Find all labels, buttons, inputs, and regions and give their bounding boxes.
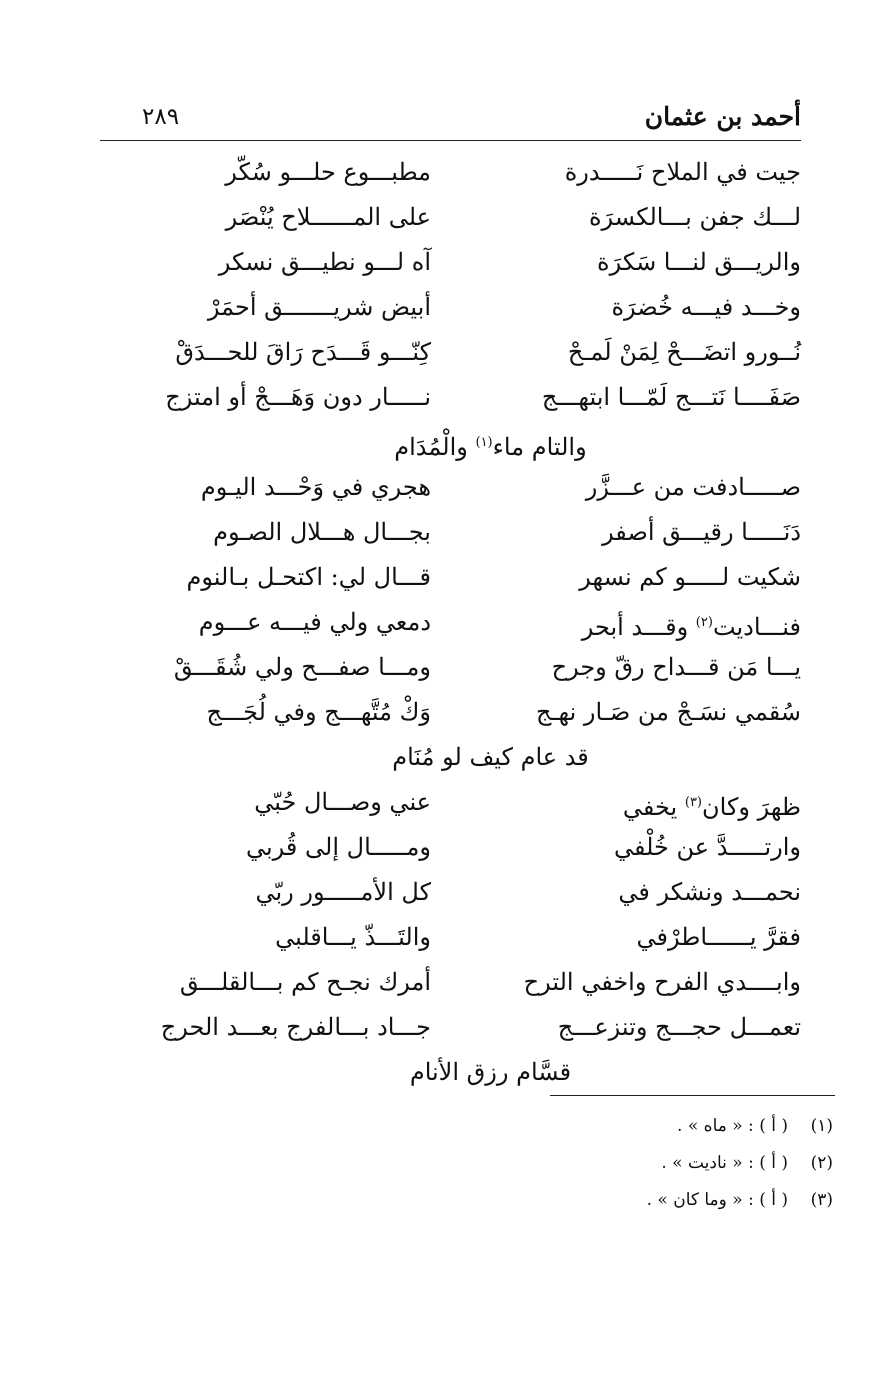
- second-hemistich: وَكْ مُتَّهـــج وفي لُجَـــج: [206, 698, 431, 726]
- second-hemistich: قـــال لي: اكتحـل بـالنوم: [186, 563, 431, 591]
- verse-line: [130, 825, 801, 870]
- second-hemistich: كِنّـــو قَـــدَح رَاقَ للحـــدَقْ: [175, 338, 431, 366]
- verse-line: [130, 780, 801, 825]
- verse-line: [130, 690, 801, 735]
- second-hemistich: والتَـــذّ يـــاقلبي: [275, 923, 431, 951]
- second-hemistich: أبيض شريـــــــق أحمَرْ: [207, 293, 431, 321]
- first-hemistich: [501, 195, 801, 240]
- page-header: [100, 100, 801, 141]
- verse-line: [130, 330, 801, 375]
- first-hemistich-text: وخـــد فيـــه خُضرَة: [611, 293, 801, 321]
- footnote: [533, 1145, 833, 1182]
- first-hemistich-text: سُقمي نسَـجْ من صَـار نهـج: [536, 698, 801, 726]
- footnote-marker: (١): [475, 435, 493, 450]
- second-hemistich: دمعي ولي فيـــه عـــوم: [198, 608, 431, 636]
- first-hemistich-text-after: يخفي: [622, 793, 685, 821]
- verse-line: [130, 150, 801, 195]
- first-hemistich: [501, 600, 801, 650]
- first-hemistich-text: ظهرَ وكان: [702, 793, 801, 821]
- first-hemistich: [501, 780, 801, 830]
- first-hemistich-text: لـــك جفن بـــالكسرَة: [588, 203, 801, 231]
- footnote-separator: [550, 1095, 835, 1096]
- first-hemistich-text: نحمـــد ونشكر في: [618, 878, 801, 906]
- first-hemistich: [501, 870, 801, 915]
- footnotes: [533, 1108, 833, 1219]
- second-hemistich: جـــاد بـــالفرج بعـــد الحرج: [160, 1013, 431, 1041]
- first-hemistich: [501, 555, 801, 600]
- footnote-marker: (٢): [695, 615, 713, 630]
- first-hemistich-text: فنـــاديت: [712, 613, 801, 641]
- footnote-number: (٢): [810, 1153, 833, 1173]
- footnote: [533, 1108, 833, 1145]
- first-hemistich: [501, 510, 801, 555]
- page-number: ٢٨٩: [142, 104, 180, 130]
- verse-line: [130, 870, 801, 915]
- verse-line: [130, 645, 801, 690]
- second-hemistich: هجري في وَحْـــد اليـوم: [200, 473, 431, 501]
- refrain-text: والتام ماء: [492, 433, 587, 461]
- second-hemistich: آه لـــو نطيـــق نسكر: [218, 248, 431, 276]
- first-hemistich-text: يـــا مَن قـــداح رقّ وجرح: [551, 653, 801, 681]
- first-hemistich-text: وابــــدي الفرح واخفي الترح: [523, 968, 801, 996]
- first-hemistich: [501, 375, 801, 420]
- first-hemistich: [501, 285, 801, 330]
- footnote-text: ( أ ) : « وما كان » .: [646, 1190, 788, 1210]
- first-hemistich: [501, 645, 801, 690]
- second-hemistich: بجـــال هـــلال الصـوم: [213, 518, 431, 546]
- running-title: أحمد بن عثمان: [644, 102, 801, 131]
- poem: [130, 150, 801, 1095]
- first-hemistich: [501, 330, 801, 375]
- second-hemistich: على المــــــلاح يُنْصَر: [225, 203, 431, 231]
- second-hemistich: نـــــار دون وَهَـــجْ أو امتزج: [165, 383, 431, 411]
- second-hemistich: ومـــــال إلى قُربي: [246, 833, 431, 861]
- first-hemistich-text: صَفَــــا نَتـــج لَمّـــا ابتهـــج: [541, 383, 801, 411]
- first-hemistich-text: جيت في الملاح نَـــــدرة: [564, 158, 801, 186]
- first-hemistich-text: فقرَّ يــــــاطرْفي: [636, 923, 801, 951]
- second-hemistich: ومـــا صفـــح ولي شُقَـــقْ: [173, 653, 431, 681]
- verse-line: [130, 240, 801, 285]
- footnote: [533, 1182, 833, 1219]
- verse-line: [130, 915, 801, 960]
- refrain-text: قد عام كيف لو مُنَام: [392, 743, 589, 771]
- first-hemistich-text: صـــــادفت من عـــزَّر: [585, 473, 801, 501]
- footnote-number: (٣): [810, 1190, 833, 1210]
- refrain-text-after: والْمُدَام: [394, 433, 476, 461]
- first-hemistich: [501, 915, 801, 960]
- second-hemistich: كل الأمـــــور ربّي: [255, 878, 431, 906]
- refrain-line: [130, 735, 801, 780]
- footnote-marker: (٣): [684, 795, 702, 810]
- first-hemistich-text: والريـــق لنـــا سَكرَة: [597, 248, 801, 276]
- verse-line: [130, 195, 801, 240]
- footnote-text: ( أ ) : « ماه » .: [677, 1116, 788, 1136]
- verse-line: [130, 375, 801, 420]
- first-hemistich: [501, 960, 801, 1005]
- first-hemistich: [501, 825, 801, 870]
- first-hemistich: [501, 150, 801, 195]
- second-hemistich: عني وصـــال حُبّي: [254, 788, 431, 816]
- first-hemistich-text: دَنَـــــا رقيـــق أصفر: [602, 518, 801, 546]
- first-hemistich: [501, 240, 801, 285]
- first-hemistich: [501, 1005, 801, 1050]
- verse-line: [130, 465, 801, 510]
- first-hemistich-text: وارتـــــدَّ عن خُلْفي: [613, 833, 801, 861]
- verse-line: [130, 1005, 801, 1050]
- verse-line: [130, 600, 801, 645]
- second-hemistich: أمرك نجـح كم بـــالقلـــق: [179, 968, 431, 996]
- refrain-line: [130, 420, 801, 465]
- refrain-line: [130, 1050, 801, 1095]
- footnote-text: ( أ ) : « ناديت » .: [661, 1153, 788, 1173]
- first-hemistich-text: شكيت لـــــو كم نسهر: [579, 563, 801, 591]
- second-hemistich: مطبـــوع حلـــو سُكّر: [225, 158, 431, 186]
- first-hemistich-text: تعمـــل حجـــج وتنزعـــج: [557, 1013, 801, 1041]
- verse-line: [130, 960, 801, 1005]
- first-hemistich-text: نُــورو اتضَـــحْ لِمَنْ لَمـحْ: [567, 338, 801, 366]
- first-hemistich: [501, 690, 801, 735]
- first-hemistich-text-after: وقـــد أبحر: [581, 613, 696, 641]
- footnote-number: (١): [810, 1116, 833, 1136]
- first-hemistich: [501, 465, 801, 510]
- verse-line: [130, 555, 801, 600]
- verse-line: [130, 285, 801, 330]
- refrain-text: قسَّام رزق الأنام: [409, 1058, 572, 1086]
- verse-line: [130, 510, 801, 555]
